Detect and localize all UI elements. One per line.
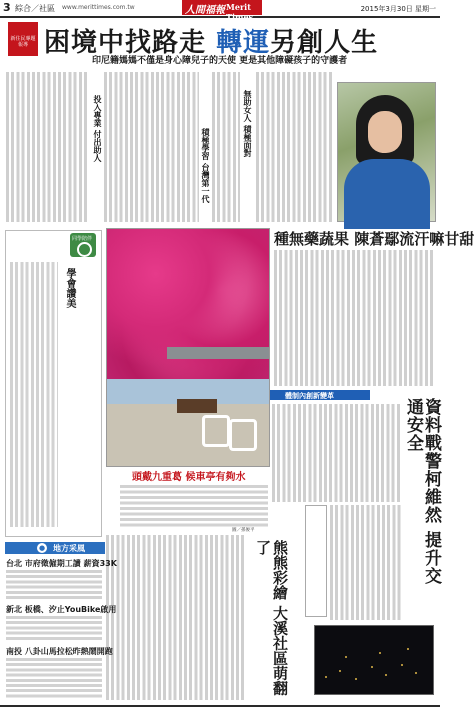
column-icon [70, 233, 96, 257]
photo-shelter-roof [167, 347, 269, 359]
sub-headline: 印尼籍媽媽不僅是身心障兒子的天使 更是其他障礙孩子的守護者 [92, 56, 348, 66]
ticker-item-body [6, 570, 102, 600]
lead-story-text-col-2 [104, 72, 199, 222]
left-box-text [10, 262, 58, 527]
ticker-item-headline: 南投 八卦山馬拉松昨熱鬧開跑 [6, 647, 113, 656]
bougainvillea-photo [106, 228, 270, 467]
photo-chair [229, 419, 257, 451]
site-url: www.merittimes.com.tw [62, 4, 135, 11]
ticker-item-body [6, 616, 102, 642]
badge-label: 新住民專題報導 [10, 36, 36, 48]
lead-subhead-2: 無助女人 積極面對 [243, 90, 252, 157]
headline-highlight: 轉運 [216, 28, 271, 58]
light-dot [355, 678, 357, 680]
right-story-title: 種無藥蔬果 陳蒼鄢流汗嘛甘甜 [274, 230, 474, 248]
traffic-story-text-top [272, 404, 400, 502]
right-story-text [274, 250, 434, 386]
lead-story-text-col-4 [256, 72, 334, 222]
light-dot [345, 656, 347, 658]
local-news-dot-icon: ● [38, 544, 46, 552]
section-bar [270, 390, 370, 400]
ticker-item-headline: 新北 板橋、汐止YouBike啟用 [6, 605, 117, 614]
light-dot [407, 648, 409, 650]
section-label: 綜合／社區 [15, 4, 55, 13]
headline-part-c: 另創人生 [270, 28, 379, 58]
inset-quote-box [305, 505, 327, 617]
night-traffic-photo [314, 625, 434, 695]
light-dot [379, 652, 381, 654]
photo-caption-title: 頭戴九重葛 候車亭有夠水 [132, 472, 246, 483]
lead-story-text-col-1 [6, 72, 88, 222]
logo-english: Merit Times [226, 2, 254, 22]
light-dot [339, 670, 341, 672]
photo-credit: 圖／孫俊平 [232, 528, 255, 533]
footer-rule [0, 705, 440, 707]
portrait-body [344, 159, 430, 229]
light-dot [415, 672, 417, 674]
photo-caption-text [120, 485, 268, 529]
local-news-label: 地方采風 [53, 544, 85, 553]
ticker-item-body [6, 658, 102, 698]
right-vertical-headline: 資料戰警柯維然 提升交通安全 [403, 398, 441, 585]
local-news-bar [5, 542, 105, 554]
ticker-item-headline: 台北 市府徵僱期工讀 薪資33K [6, 559, 117, 568]
headline-part-a: 困境中找路走 [44, 28, 217, 58]
page-number: 3 [3, 1, 11, 14]
circle-icon [77, 242, 92, 257]
mid-vertical-headline: 熊熊彩繪 大溪社區萌翻了 [254, 540, 289, 696]
light-dot [401, 664, 403, 666]
light-dot [385, 674, 387, 676]
light-dot [371, 666, 373, 668]
logo-chinese: 人間福報 [185, 5, 225, 16]
feature-badge [8, 22, 38, 56]
issue-date: 2015年3月30日 星期一 [360, 5, 436, 13]
column-icon-label: 同學陪伴 [72, 236, 93, 242]
lead-subhead-3: 積極學習 台灣第一代 [201, 128, 210, 203]
photo-bench [177, 399, 217, 413]
lead-subhead-1: 投入專業 付出助人 [93, 95, 102, 162]
newspaper-logo [182, 0, 262, 22]
portrait-photo [337, 82, 436, 222]
section-bar-label: 體制內創新變革 [285, 392, 334, 400]
left-box-title: 學會讚美 [64, 268, 75, 308]
traffic-story-text-bottom [330, 505, 402, 620]
lead-story-text-col-3 [212, 72, 240, 222]
light-dot [325, 676, 327, 678]
portrait-face [368, 111, 402, 153]
photo-chair [202, 415, 230, 447]
mid-story-text [106, 535, 246, 700]
masthead [0, 0, 440, 22]
